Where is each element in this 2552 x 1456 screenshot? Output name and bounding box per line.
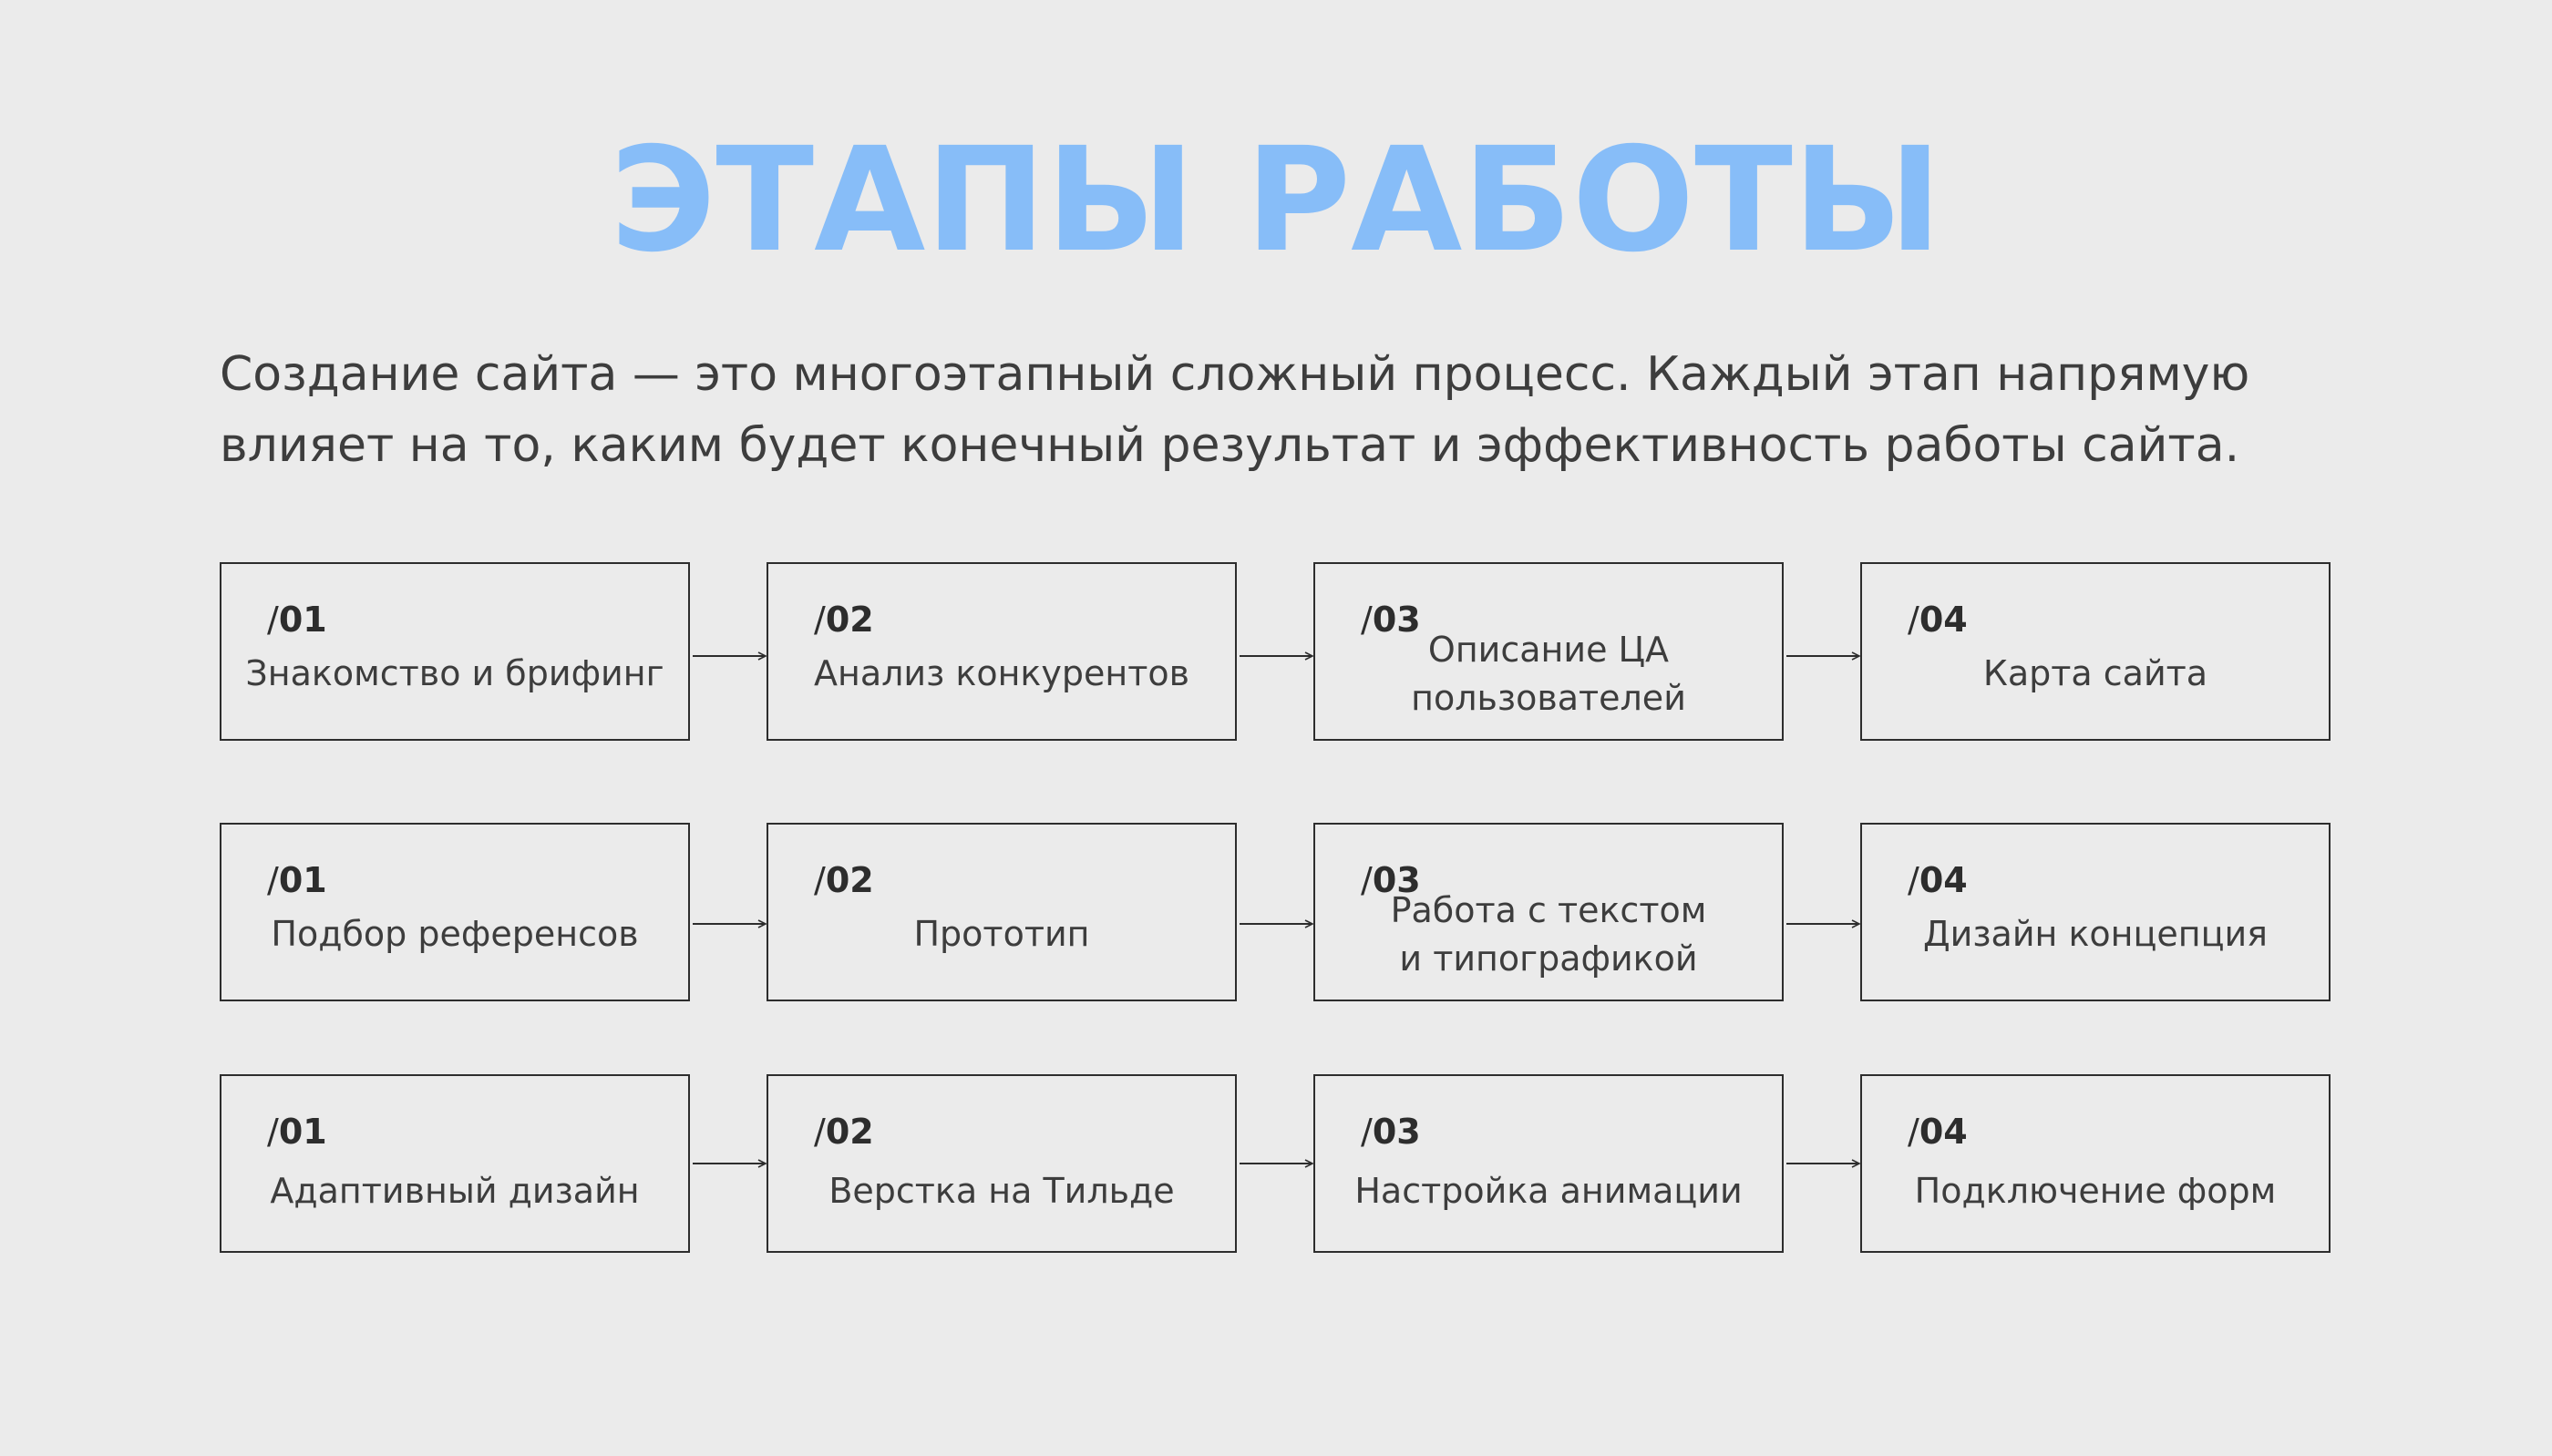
step-box [1313,562,1784,741]
step-number: /03 [1361,860,1421,900]
step-box [767,562,1237,741]
step-label: Знакомство и брифинг [245,653,664,693]
page-title: ЭТАПЫ РАБОТЫ [610,117,1942,284]
step-number: /02 [814,600,874,640]
step-box [767,1074,1237,1253]
step-box [220,1074,690,1253]
step-label: Настройка анимации [1354,1171,1743,1211]
step-number: /01 [267,1112,327,1152]
step-label: Адаптивный дизайн [270,1171,640,1211]
step-label: Описание ЦА пользователей [1411,630,1686,718]
step-label: Работа с текстом и типографикой [1390,890,1707,979]
step-number: /04 [1908,860,1968,900]
step-number: /03 [1361,1112,1421,1152]
step-box [220,562,690,741]
step-label: Подключение форм [1914,1171,2277,1211]
step-label: Карта сайта [1982,653,2208,693]
step-label: Анализ конкурентов [813,653,1189,693]
step-label: Дизайн концепция [1922,914,2269,954]
step-number: /03 [1361,600,1421,640]
step-label: Верстка на Тильде [828,1171,1175,1211]
step-box [220,823,690,1001]
step-box [1313,1074,1784,1253]
subtitle-line: Создание сайта — это многоэтапный сложный процесс. Каждый этап напрямую [220,347,2250,402]
subtitle-line: влияет на то, каким будет конечный результат и эффективность работы сайта. [220,418,2240,473]
step-label: Прототип [913,914,1090,954]
step-box [1313,823,1784,1001]
step-number: /04 [1908,600,1968,640]
step-box [1860,562,2331,741]
step-number: /01 [267,860,327,900]
step-box [767,823,1237,1001]
step-label: Подбор референсов [271,914,639,954]
step-box [1860,823,2331,1001]
step-number: /02 [814,1112,874,1152]
step-number: /02 [814,860,874,900]
step-box [1860,1074,2331,1253]
step-number: /01 [267,600,327,640]
step-number: /04 [1908,1112,1968,1152]
